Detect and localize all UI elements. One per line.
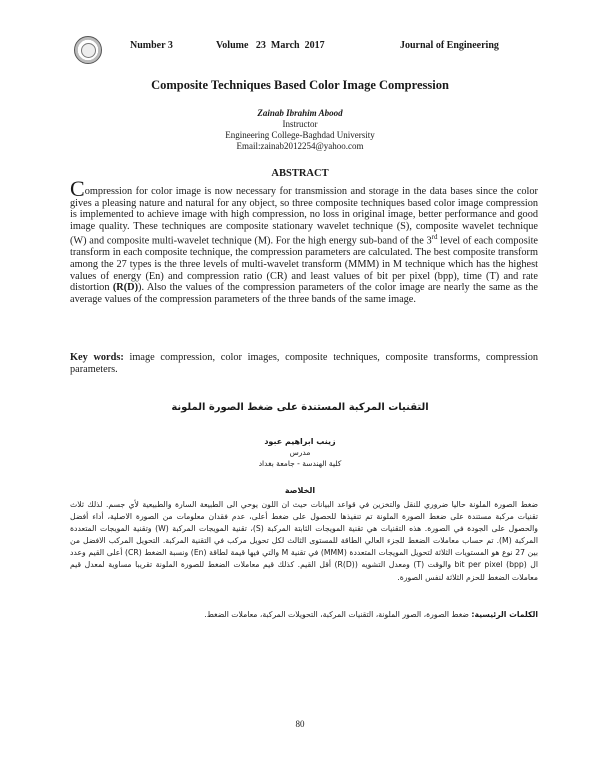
keywords-label: Key words: <box>70 352 124 363</box>
author-email[interactable]: Email:zainab2012254@yahoo.com <box>236 141 364 151</box>
arabic-author-role: مدرس <box>289 448 311 457</box>
page-number: 80 <box>295 719 305 729</box>
keywords-text: image compression, color images, composite techniques, composite transforms, compression parameters. <box>70 352 538 375</box>
arabic-title: التقنيات المركبة المستندة على ضغط الصورة الملونة <box>171 402 429 413</box>
arabic-author-block <box>0 436 600 469</box>
abstract-rd: (R(D) <box>112 282 139 294</box>
paper-title: Composite Techniques Based Color Image Compression <box>151 78 449 92</box>
author-affiliation: Engineering College-Baghdad University <box>225 130 375 140</box>
abstract-text-3: ). Also the values of the compression parameters of the color image are nearly the same as the average values of the compression parameters of the three bands of the same image. <box>70 282 538 305</box>
abstract-dropcap: C <box>70 176 85 201</box>
abstract-text-2: level of each composite transform in each composite technique, the compression parameters are calculated. The best composite transform among the 27 types is the three levels of multi-wavelet transform (MMM) in M technique which has the highest values of energy (En) and compression ratio (CR) and least values of bit per pixel (bpp), time (T) and rate distortion <box>70 235 538 294</box>
author-block <box>0 108 600 152</box>
keywords <box>70 352 538 376</box>
abstract-text-1: ompression for color image is now necessary for transmission and storage in the data bases since the color gives a pleasing nature and natural for any object, so three composite techniques based color image compression is implemented to achieve image with high compression, no loss in original image, better performance and good image quality. These techniques are composite stationary wavelet technique (S), composite wavelet technique (W) and composite multi-wavelet technique (M). For the high energy sub-band of the 3 <box>70 186 538 247</box>
arabic-keywords-text: ضغط الصورة، الصور الملونة، التقنيات المركبة، التحويلات المركبة، معاملات الضغط. <box>204 610 472 619</box>
header-journal: Journal of Engineering <box>400 40 499 51</box>
header-volume: Volume 23 March 2017 <box>216 40 325 51</box>
abstract-body <box>70 176 538 305</box>
arabic-author-affiliation: كلية الهندسة - جامعة بغداد <box>258 459 342 468</box>
arabic-abstract-heading: الخلاصة <box>284 486 316 495</box>
arabic-abstract-body: ضغط الصورة الملونة حاليا ضروري للنقل والتخزين في قواعد البيانات حيث ان اللون يوحي الى الطبيعة السارة والطبيعية لأي جسم. لذلك ثلاث تقنيات مركبة مستندة على ضغط الصورة الملونة تم تنفيذها للحصول على ضغط أعلى، عدم فقدان معلومات من الصورة الاصلية، أداء أفضل والحصول على الجودة في الصورة. هذه التقنيات هي تقنية المويجات الثابتة المركبة (S)، تقنية المويجات المركبة (W) وتقنية المويجات المتعددة المركبة (M). تم حساب معاملات الضغط للجزء العالي الطاقة للمستوى الثالث لكل تحويل مركب في التقنية المركبة. التحويل المركب الافضل من بين 27 نوع هو المستويات الثلاثة لتحويل المويجات المتعددة (MMM) في تقنية M والتي فيها قيمة لطاقة (En) ونسبة الضغط (CR) أعلى القيم وعدد ال bit per pixel (bpp) والوقت (T) ومعدل التشويه (R(D)) أقل القيم. كذلك قيم معاملات الضغط للصورة الملونة تقريبا مساوية لمعدل قيم معاملات الضغط للحزم الثلاثة لنفس الصورة. <box>70 500 538 582</box>
arabic-keywords <box>70 609 538 621</box>
header-number: Number 3 <box>130 40 173 51</box>
abstract-rd-text: R(D) <box>116 282 139 294</box>
journal-logo-icon <box>74 36 102 64</box>
arabic-author-name: زينب ابراهيم عبود <box>264 437 336 446</box>
arabic-keywords-label: الكلمات الرئيسية: <box>471 610 538 619</box>
author-name: Zainab Ibrahim Abood <box>257 108 343 118</box>
author-role: Instructor <box>282 119 318 129</box>
abstract-heading: ABSTRACT <box>271 168 329 179</box>
abstract-superscript: rd <box>431 233 438 242</box>
